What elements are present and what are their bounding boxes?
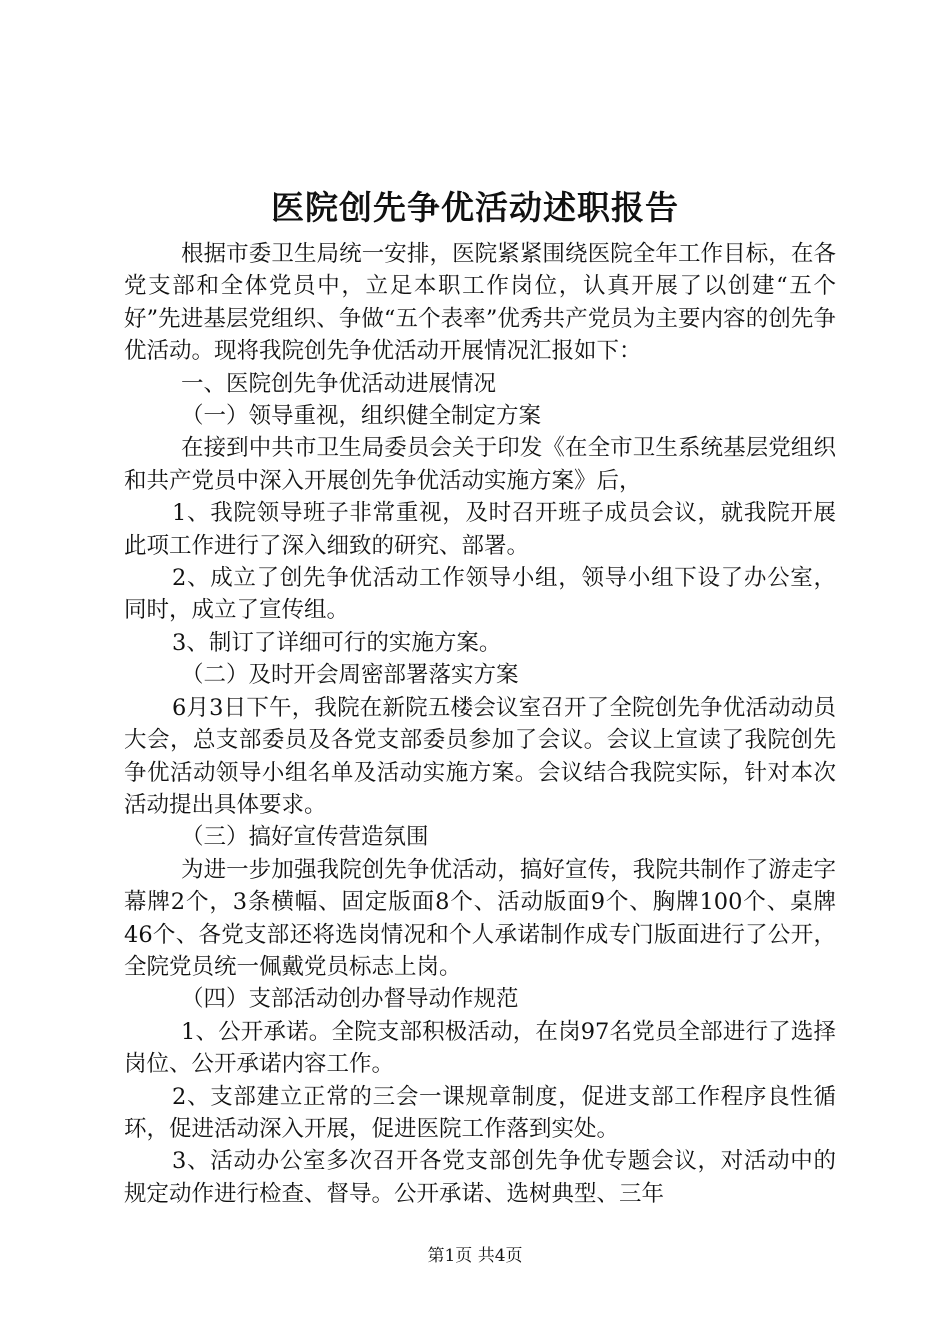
list-item: 1、我院领导班子非常重视，及时召开班子成员会议，就我院开展此项工作进行了深入细致的研究、部署。 — [124, 500, 836, 559]
document-body — [124, 238, 836, 1210]
subheading-2: （二）及时开会周密部署落实方案 — [181, 662, 519, 689]
page-number: 第1页 共4页 — [427, 1246, 523, 1266]
list-item: 1、公开承诺。全院支部积极活动，在岗97名党员全部进行了选择岗位、公开承诺内容工作。 — [124, 1018, 836, 1078]
paragraph: 为进一步加强我院创先争优活动，搞好宣传，我院共制作了游走字幕牌2个，3条横幅、固定版面8个、活动版面9个、胸牌100个、桌牌46个、各党支部还将选岗情况和个人承诺制作成专门版面进行了公开，全院党员统一佩戴党员标志上岗。 — [124, 856, 836, 980]
subheading-4: （四）支部活动创办督导动作规范 — [181, 986, 519, 1013]
heading-section-1: 一、医院创先争优活动进展情况 — [181, 370, 497, 397]
document-title: 医院创先争优活动述职报告 — [271, 188, 679, 227]
list-item: 2、成立了创先争优活动工作领导小组，领导小组下设了办公室，同时，成立了宣传组。 — [124, 565, 836, 624]
paragraph: 6月3日下午，我院在新院五楼会议室召开了全院创先争优活动动员大会，总支部委员及各党支部委员参加了会议。会议上宣读了我院创先争优活动领导小组名单及活动实施方案。会议结合我院实际，针对本次活动提出具体要求。 — [124, 694, 836, 818]
list-item: 3、活动办公室多次召开各党支部创先争优专题会议，对活动中的规定动作进行检查、督导。公开承诺、选树典型、三年 — [124, 1148, 836, 1207]
subheading-1: （一）领导重视，组织健全制定方案 — [181, 403, 542, 430]
subheading-3: （三）搞好宣传营造氛围 — [181, 824, 429, 851]
paragraph: 在接到中共市卫生局委员会关于印发《在全市卫生系统基层党组织和共产党员中深入开展创先争优活动实施方案》后， — [124, 435, 836, 494]
paragraph-intro: 根据市委卫生局统一安排，医院紧紧围绕医院全年工作目标，在各党支部和全体党员中，立足本职工作岗位，认真开展了以创建“五个好”先进基层党组织、争做“五个表率”优秀共产党员为主要内容的创先争优活动。现将我院创先争优活动开展情况汇报如下： — [124, 241, 836, 365]
list-item: 3、制订了详细可行的实施方案。 — [172, 629, 502, 656]
list-item: 2、支部建立正常的三会一课规章制度，促进支部工作程序良性循环，促进活动深入开展，促进医院工作落到实处。 — [124, 1083, 836, 1142]
